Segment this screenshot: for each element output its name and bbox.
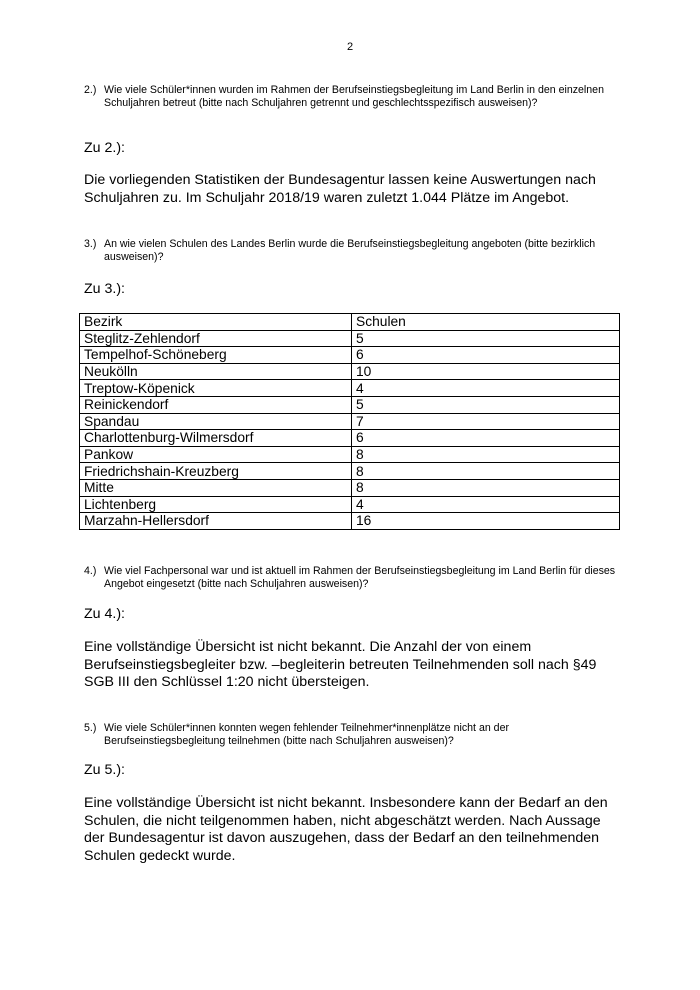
table-row <box>80 396 620 413</box>
cell-bezirk: Pankow <box>80 446 352 463</box>
table-row <box>80 347 620 364</box>
cell-bezirk: Treptow-Köpenick <box>80 380 352 397</box>
cell-schulen: 8 <box>352 463 620 480</box>
answer-2-heading: Zu 2.): <box>84 140 125 156</box>
cell-schulen: 8 <box>352 479 620 496</box>
schools-by-district-table <box>79 313 620 530</box>
question-text: Wie viel Fachpersonal war und ist aktuell im Rahmen der Berufseinstiegsbegleitung im Land Berlin für dieses Angebot eingesetzt (bitte nach Schuljahren ausweisen)? <box>104 565 616 591</box>
cell-bezirk: Lichtenberg <box>80 496 352 513</box>
question-number: 4.) <box>84 565 97 577</box>
table-row <box>80 380 620 397</box>
question-5 <box>84 722 624 749</box>
cell-schulen: 7 <box>352 413 620 430</box>
question-number: 3.) <box>84 238 97 250</box>
question-3 <box>84 238 624 265</box>
table-row <box>80 513 620 530</box>
table-row <box>80 330 620 347</box>
question-text: Wie viele Schüler*innen konnten wegen fehlender Teilnehmer*innenplätze nicht an der Berufseinstiegsbegleitung teilnehmen (bitte nach Schuljahren ausweisen)? <box>104 722 509 748</box>
question-text: Wie viele Schüler*innen wurden im Rahmen der Berufseinstiegsbegleitung im Land Berlin in den einzelnen Schuljahren betreut (bitte nach Schuljahren getrennt und geschlechtsspezifisch ausweisen)? <box>104 84 604 110</box>
cell-bezirk: Friedrichshain-Kreuzberg <box>80 463 352 480</box>
cell-schulen: 4 <box>352 496 620 513</box>
table-row <box>80 446 620 463</box>
table-row <box>80 363 620 380</box>
cell-bezirk: Spandau <box>80 413 352 430</box>
question-number: 2.) <box>84 84 97 96</box>
question-4 <box>84 565 624 592</box>
answer-4-text: Eine vollständige Übersicht ist nicht bekannt. Die Anzahl der von einem Berufseinstiegsbegleiter bzw. –begleiterin betreuten Teilnehmenden soll nach §49 SGB III den Schlüssel 1:20 nicht übersteigen. <box>84 639 597 690</box>
table-row <box>80 496 620 513</box>
answer-5-heading: Zu 5.): <box>84 762 125 778</box>
table-row <box>80 430 620 447</box>
answer-4-heading: Zu 4.): <box>84 606 125 622</box>
cell-schulen: 5 <box>352 330 620 347</box>
cell-bezirk: Steglitz-Zehlendorf <box>80 330 352 347</box>
answer-5-text: Eine vollständige Übersicht ist nicht bekannt. Insbesondere kann der Bedarf an den Schulen, die nicht teilgenommen haben, nicht abgeschätzt werden. Nach Aussage der Bundesagentur ist davon auszugehen, dass der Bedarf an den teilnehmenden Schulen gedeckt wurde. <box>84 795 608 864</box>
cell-schulen: 4 <box>352 380 620 397</box>
cell-bezirk: Charlottenburg-Wilmersdorf <box>80 430 352 447</box>
cell-schulen: 5 <box>352 396 620 413</box>
answer-3-heading: Zu 3.): <box>84 281 125 297</box>
page-number: 2 <box>346 41 354 53</box>
question-text: An wie vielen Schulen des Landes Berlin wurde die Berufseinstiegsbegleitung angeboten (bitte bezirklich ausweisen)? <box>104 238 596 264</box>
cell-bezirk: Marzahn-Hellersdorf <box>80 513 352 530</box>
table-row <box>80 479 620 496</box>
cell-schulen: 6 <box>352 430 620 447</box>
cell-bezirk: Mitte <box>80 479 352 496</box>
question-number: 5.) <box>84 722 97 734</box>
cell-bezirk: Reinickendorf <box>80 396 352 413</box>
cell-schulen: 6 <box>352 347 620 364</box>
table-row <box>80 463 620 480</box>
table-row <box>80 413 620 430</box>
column-header-schulen: Schulen <box>352 314 620 331</box>
question-2 <box>84 84 624 111</box>
column-header-bezirk: Bezirk <box>80 314 352 331</box>
cell-schulen: 10 <box>352 363 620 380</box>
cell-bezirk: Tempelhof-Schöneberg <box>80 347 352 364</box>
cell-schulen: 8 <box>352 446 620 463</box>
table-header-row <box>80 314 620 331</box>
cell-schulen: 16 <box>352 513 620 530</box>
cell-bezirk: Neukölln <box>80 363 352 380</box>
answer-2-text: Die vorliegenden Statistiken der Bundesagentur lassen keine Auswertungen nach Schuljahren zu. Im Schuljahr 2018/19 waren zuletzt 1.044 Plätze im Angebot. <box>84 172 596 206</box>
